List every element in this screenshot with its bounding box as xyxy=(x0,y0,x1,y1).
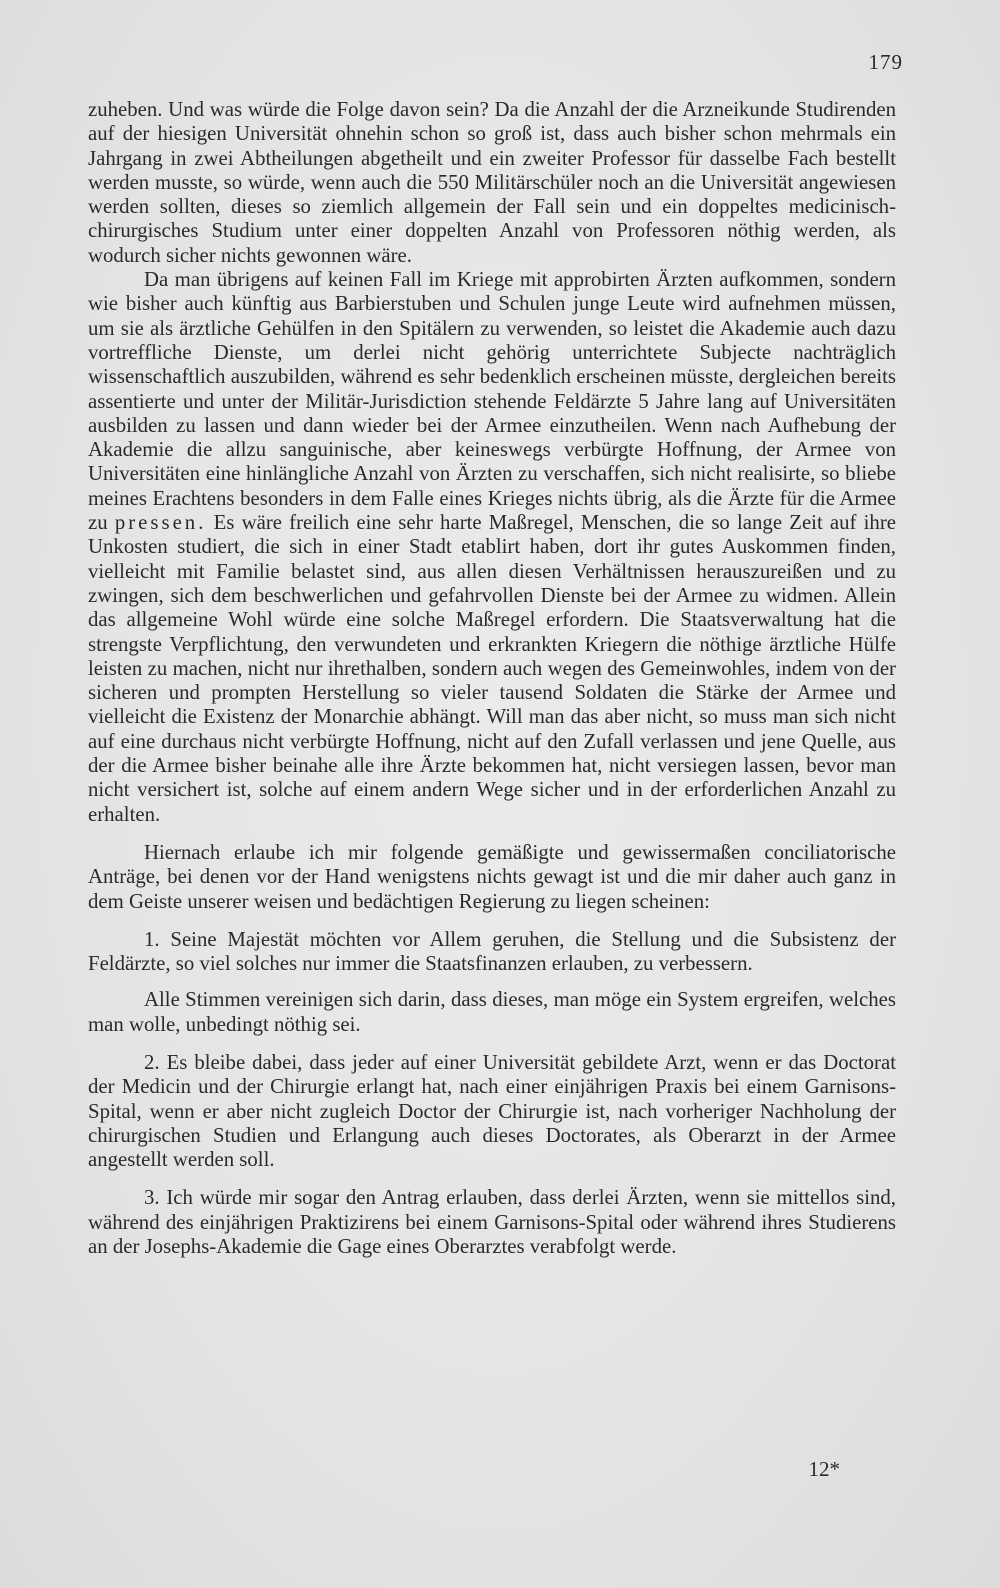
paragraph-proposal-2: 2. Es bleibe dabei, dass jeder auf einer Universität gebildete Arzt, wenn er das Doctorat der Medicin und der Chirurgie erlangt hat, nach einer einjährigen Praxis bei einem Garnisons-Spital, wenn er aber nicht zugleich Doctor der Chirurgie ist, nach vorheriger Nachholung der chirurgischen Studien und Erlangung auch dieses Doctorates, als Oberarzt in der Armee angestellt werden soll. xyxy=(88,1050,896,1172)
paragraph-proposal-1: 1. Seine Majestät möchten vor Allem geruhen, die Stellung und die Subsistenz der Feldärzte, so viel solches nur immer die Staatsfinanzen erlauben, zu verbessern. xyxy=(88,927,896,976)
paragraph-note-1: Alle Stimmen vereinigen sich darin, dass dieses, man möge ein System ergreifen, welches man wolle, unbedingt nöthig sei. xyxy=(88,988,896,1036)
emphasized-word: pressen. xyxy=(114,511,207,535)
signature-mark: 12* xyxy=(808,1457,840,1481)
body-text xyxy=(88,98,896,1259)
paragraph-continuation: zuheben. Und was würde die Folge davon sein? Da die Anzahl der die Arzneikunde Studirenden auf der hiesigen Universität ohnehin schon so groß ist, dass auch bisher schon mehrmals ein Jahrgang in zwei Abtheilungen abgetheilt und ein zweiter Professor für dasselbe Fach bestellt werden musste, so würde, wenn auch die 550 Militärschüler noch an die Universität angewiesen werden sollten, dieses so ziemlich allgemein der Fall sein und ein doppeltes medicinisch-chirurgisches Studium unter einer doppelten Anzahl von Professoren nöthig werden, als wodurch sicher nichts gewonnen wäre. xyxy=(88,98,896,267)
paragraph-proposal-3: 3. Ich würde mir sogar den Antrag erlauben, dass derlei Ärzten, wenn sie mittellos sind, während des einjährigen Praktizirens bei einem Garnisons-Spital oder während ihres Studierens an der Josephs-Akademie die Gage eines Oberarztes verabfolgt werde. xyxy=(88,1186,896,1259)
paragraph-text-before-emphasis: Da man übrigens auf keinen Fall im Kriege mit approbirten Ärzten aufkommen, sondern wie bisher auch künftig aus Barbierstuben und Schulen junge Leute wird aufnehmen müssen, um sie als ärztliche Gehülfen in den Spitälern zu verwenden, so leistet die Akademie auch dazu vortreffliche Dienste, um derlei nicht gehörig unterrichtete Subjecte nachträglich wissenschaftlich auszubilden, während es sehr bedenklich erscheinen müsste, dergleichen bereits assentierte und unter der Militär-Jurisdiction stehende Feldärzte 5 Jahre lang auf Universitäten ausbilden zu lassen und dann wieder bei der Armee einzutheilen. Wenn nach Aufhebung der Akademie die allzu sanguinische, aber keineswegs verbürgte Hoffnung, der Armee von Universitäten eine hinlängliche Anzahl von Ärzten zu verschaffen, sich nicht realisirte, so bliebe meines Erachtens besonders in dem Falle eines Krieges nichts übrig, als die Ärzte für die Armee zu xyxy=(88,268,896,535)
paragraph-text-after-emphasis: Es wäre freilich eine sehr harte Maßregel, Menschen, die so lange Zeit auf ihre Unkosten studiert, die sich in einer Stadt etablirt haben, dort ihr gutes Auskommen finden, vielleicht mit Familie belastet sind, aus allen diesen Verhältnissen herauszureißen und zu zwingen, sich dem beschwerlichen und gefahrvollen Dienste bei der Armee zu widmen. Allein das allgemeine Wohl würde eine solche Maßregel erfordern. Die Staatsverwaltung hat die strengste Verpflichtung, den verwundeten und erkrankten Kriegern die nöthige ärztliche Hülfe leisten zu machen, nicht nur ihrethalben, sondern auch wegen des Gemeinwohles, indem von der sicheren und prompten Herstellung so vieler tausend Soldaten die Stärke der Armee und vielleicht die Existenz der Monarchie abhängt. Will man das aber nicht, so muss man sich nicht auf eine durchaus nicht verbürgte Hoffnung, nicht auf den Zufall verlassen und jene Quelle, aus der die Armee bisher beinahe alle ihre Ärzte bekommen hat, nicht versiegen lassen, bevor man nicht versichert ist, solche auf einem andern Wege sicher und in der erforderlichen Anzahl zu erhalten. xyxy=(88,511,896,826)
page-number: 179 xyxy=(868,50,903,74)
paragraph-akademie xyxy=(88,268,896,827)
paragraph-antraege-intro: Hiernach erlaube ich mir folgende gemäßigte und gewissermaßen conciliatorische Anträge, bei denen vor der Hand wenigstens nichts gewagt ist und die mir daher auch ganz in dem Geiste unserer weisen und bedächtigen Regierung zu liegen scheinen: xyxy=(88,840,896,913)
